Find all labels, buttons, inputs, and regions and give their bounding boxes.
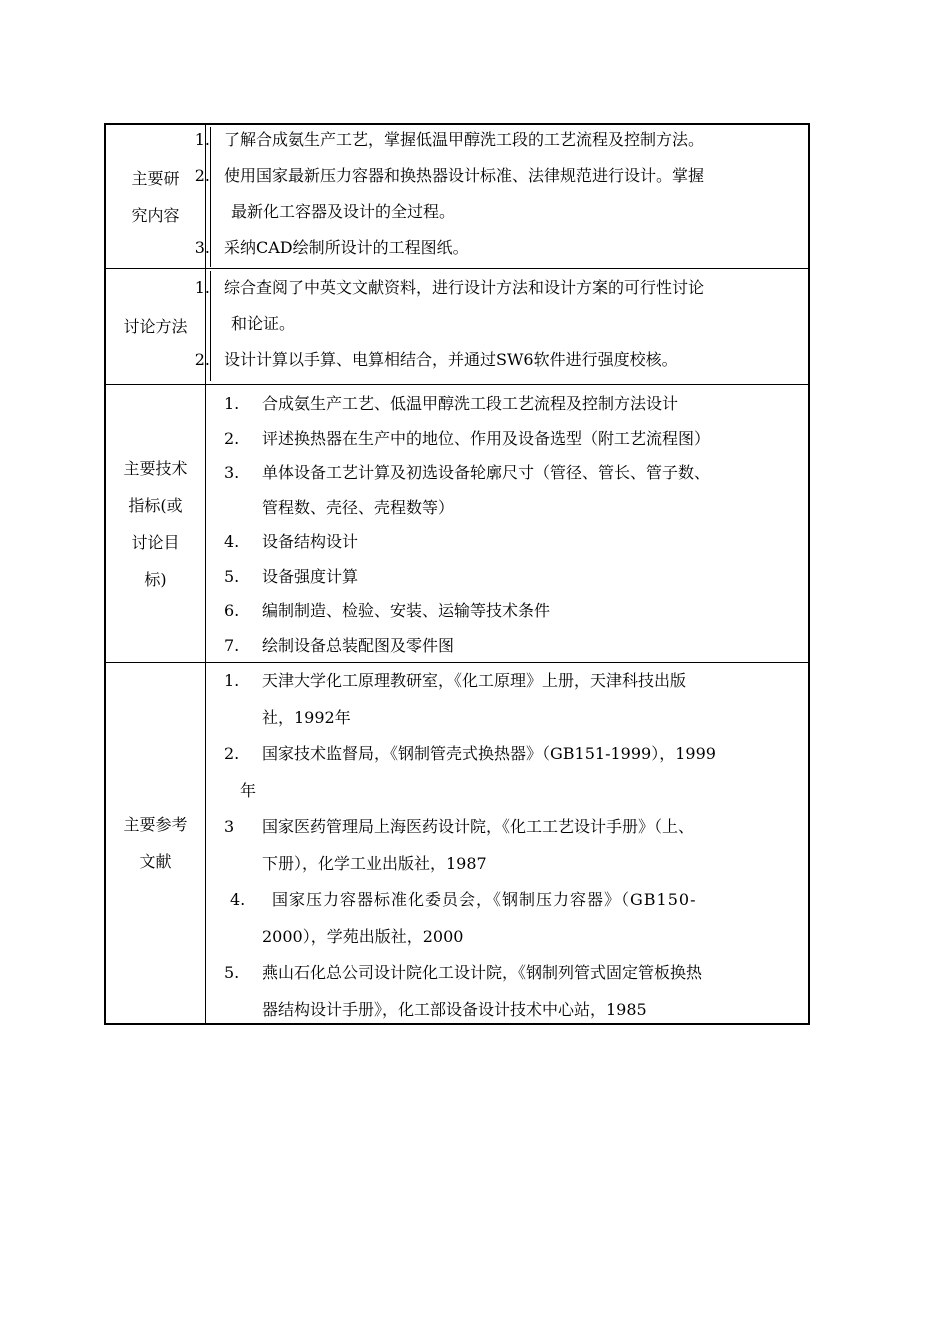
- row-research-content: [106, 125, 808, 269]
- label-line: 指标(或: [128, 495, 183, 515]
- row-content: [206, 663, 808, 1023]
- item-number: 3.: [194, 238, 210, 257]
- label-line: 主要研: [131, 168, 180, 188]
- item-number: 2.: [194, 350, 210, 369]
- row-label: [106, 125, 206, 268]
- proposal-form-table: [104, 123, 810, 1025]
- item-text-continued: 年: [240, 780, 257, 800]
- list-item: [206, 525, 808, 560]
- item-number: 2.: [194, 166, 210, 185]
- item-text: 设备结构设计: [262, 532, 359, 551]
- item-number: 1.: [194, 278, 210, 297]
- list-item: [206, 663, 808, 736]
- item-number: 6.: [224, 601, 240, 620]
- list-item: [194, 158, 808, 230]
- list-item: [206, 736, 808, 809]
- item-number: 2.: [224, 744, 240, 763]
- row-content: [194, 125, 808, 268]
- list-item: [206, 560, 808, 595]
- item-text-continued: 器结构设计手册》，化工部设备设计技术中心站，1985: [262, 999, 647, 1019]
- row-references: [106, 663, 808, 1023]
- item-text-continued: 和论证。: [231, 314, 296, 333]
- item-text: 编制制造、检验、安装、运输等技术条件: [262, 601, 551, 620]
- item-number: 2.: [224, 428, 240, 448]
- list-item: [206, 456, 808, 525]
- item-text-continued: 2000），学苑出版社，2000: [262, 926, 464, 946]
- item-number: 7.: [224, 635, 240, 655]
- list-item: [206, 882, 808, 955]
- label-line: 究内容: [131, 205, 180, 225]
- row-label: [106, 269, 206, 384]
- item-text: 综合查阅了中英文文献资料，进行设计方法和设计方案的可行性讨论: [224, 278, 705, 297]
- item-number: 3: [224, 817, 235, 836]
- item-number: 5.: [224, 963, 240, 982]
- item-number: 1.: [194, 130, 210, 149]
- row-label: [106, 385, 206, 662]
- label-line: 讨论方法: [123, 317, 188, 336]
- item-text-continued: 下册），化学工业出版社，1987: [262, 853, 487, 873]
- list-item: [206, 809, 808, 882]
- label-line: 主要参考: [123, 815, 188, 834]
- item-text: 采纳CAD绘制所设计的工程图纸。: [224, 238, 469, 257]
- item-text: 单体设备工艺计算及初选设备轮廓尺寸（管径、管长、管子数、: [262, 463, 711, 482]
- item-text: 国家医药管理局上海医药设计院，《化工工艺设计手册》（上、: [262, 817, 695, 836]
- item-text: 燕山石化总公司设计院化工设计院，《钢制列管式固定管板换热: [262, 963, 703, 982]
- item-text-continued: 管程数、壳径、壳程数等）: [262, 497, 455, 517]
- row-content: [194, 269, 808, 384]
- list-item: [194, 270, 808, 342]
- list-item: [194, 122, 808, 158]
- label-line: 主要技术: [123, 458, 188, 478]
- label-line: 标): [144, 569, 167, 589]
- item-number: 1.: [224, 671, 240, 690]
- item-text-continued: 最新化工容器及设计的全过程。: [231, 202, 456, 221]
- item-number: 4.: [230, 890, 246, 909]
- item-text: 使用国家最新压力容器和换热器设计标准、法律规范进行设计。掌握: [224, 166, 705, 185]
- item-number: 5.: [224, 566, 240, 586]
- item-number: 1.: [224, 394, 240, 413]
- label-line: 文献: [139, 852, 172, 871]
- item-text: 设计计算以手算、电算相结合，并通过SW6软件进行强度校核。: [224, 350, 678, 369]
- item-text: 天津大学化工原理教研室，《化工原理》上册，天津科技出版: [262, 671, 687, 690]
- list-item: [194, 342, 808, 378]
- list-item: [194, 230, 808, 266]
- row-content: [206, 385, 808, 662]
- label-line: 讨论目: [131, 532, 180, 552]
- item-text: 国家技术监督局，《钢制管壳式换热器》（GB151-1999），1999: [262, 744, 716, 763]
- row-research-method: [106, 269, 808, 385]
- list-item: [206, 422, 808, 457]
- list-item: [206, 629, 808, 664]
- row-label: [106, 663, 206, 1023]
- item-text: 绘制设备总装配图及零件图: [262, 635, 455, 655]
- item-text: 评述换热器在生产中的地位、作用及设备选型（附工艺流程图）: [262, 428, 711, 448]
- list-item: [206, 594, 808, 629]
- item-number: 3.: [224, 463, 240, 482]
- item-text: 国家压力容器标准化委员会，《钢制压力容器》（GB150-: [272, 890, 697, 909]
- item-text-continued: 社，1992年: [262, 707, 351, 727]
- list-item: [206, 387, 808, 422]
- item-number: 4.: [224, 532, 240, 551]
- row-technical-indicators: [106, 385, 808, 663]
- item-text: 了解合成氨生产工艺，掌握低温甲醇洗工段的工艺流程及控制方法。: [224, 130, 705, 149]
- item-text: 合成氨生产工艺、低温甲醇洗工段工艺流程及控制方法设计: [262, 394, 679, 413]
- item-text: 设备强度计算: [262, 566, 359, 586]
- list-item: [206, 955, 808, 1028]
